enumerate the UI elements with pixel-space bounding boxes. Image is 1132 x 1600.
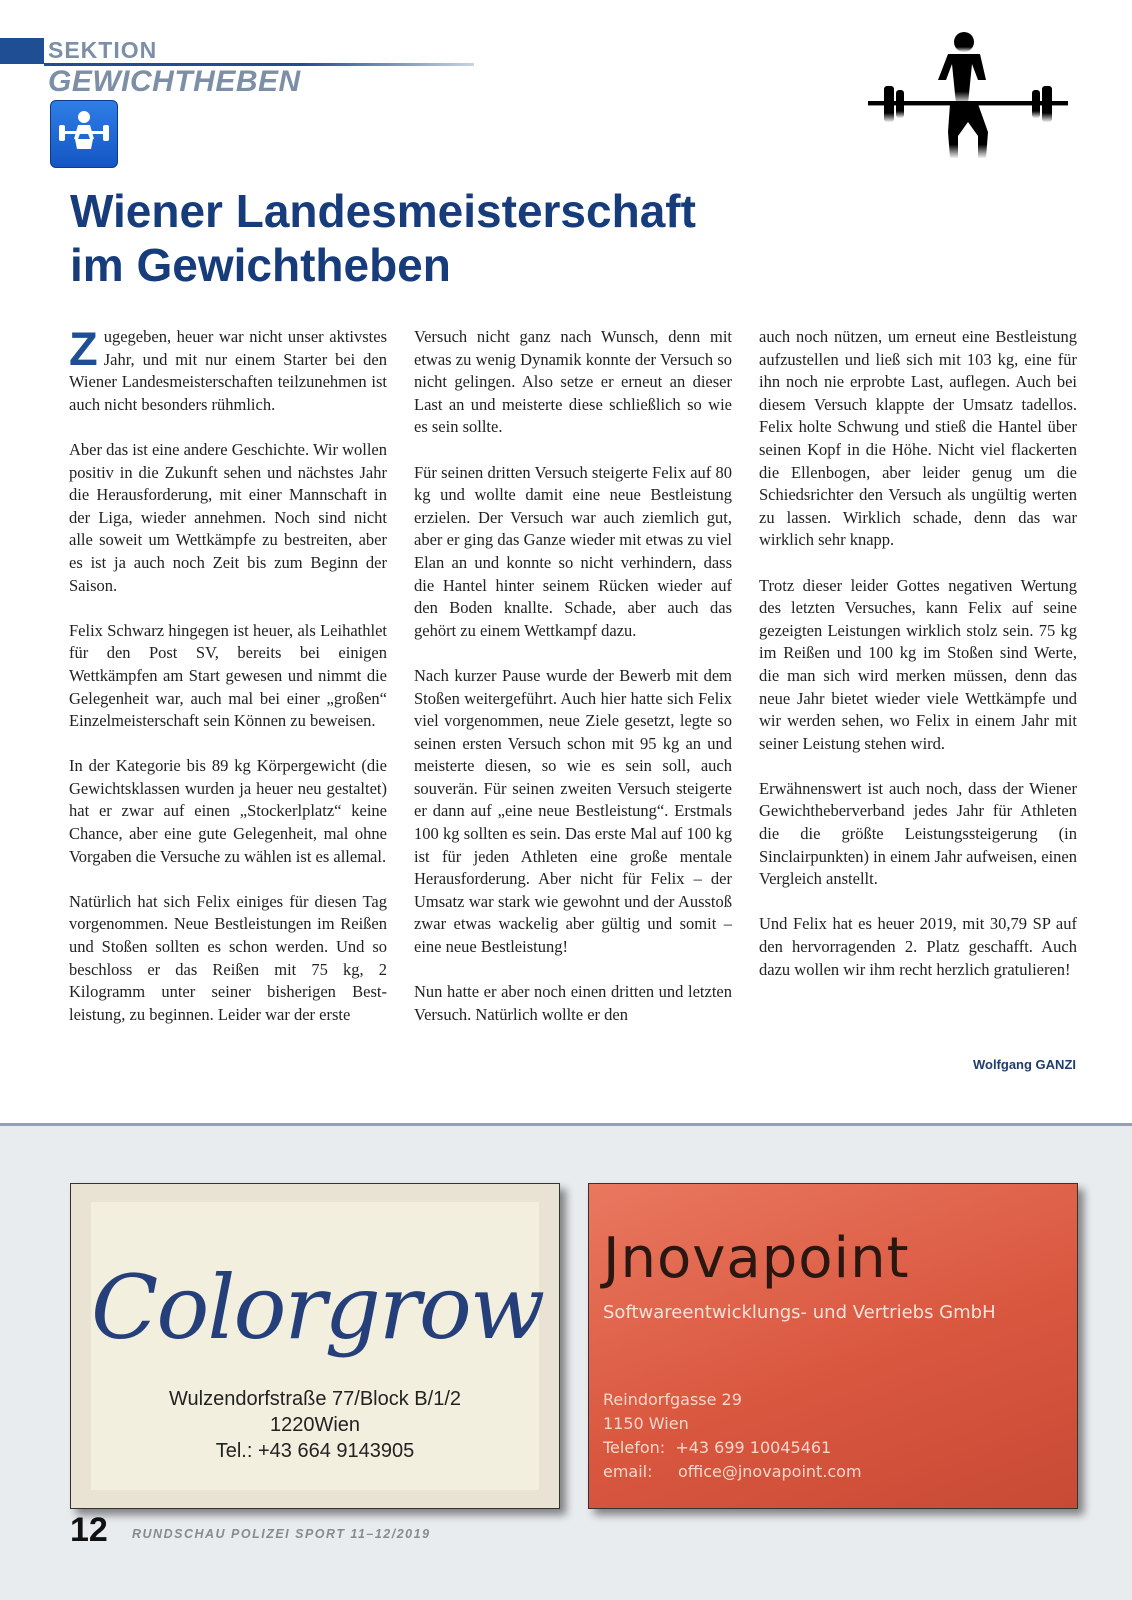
paragraph: Trotz dieser leider Gottes negativen Wertung des letzten Versuches, kann Felix auf seine gezeigten Leistungen wirklich stolz sein. 75 kg im Reißen und 100 kg im Stoßen sind Werte, die man sich wird merken müssen, denn das neue Jahr bietet wieder viele Wettkämpfe und wir werden sehen, wo Felix in einem Jahr mit seiner Leistung stehen wird. [759, 575, 1077, 753]
colorgrow-ad-card [91, 1202, 544, 1490]
colorgrow-phone: Tel.: +43 664 9143905 [215, 1440, 415, 1462]
paragraph: Nach kurzer Pause wurde der Bewerb mit dem Stoßen weitergeführt. Auch hier hatte sich Felix viel vorgenommen, neue Ziele gesetzt, legte so seinen ersten Versuch schon mit 95 kg an und meisterte diesen, so wie es sein soll, auch souverän. Für seinen zweiten Versuch steigerte er dann auf „eine neue Bestleistung“. Erstmals 100 kg sollten es sein. Das erste Mal auf 100 kg ist für jeden Athleten eine große mentale Herausforderung. Aber nicht für Felix – der Umsatz war stark wie gewohnt und der Ausstoß zwar etwas wackelig aber gültig und somit – eine neue Bestleistung! [414, 665, 732, 957]
page-number: 12 [70, 1511, 108, 1549]
article-title [70, 184, 696, 292]
publication-name: RUNDSCHAU POLIZEI SPORT 11–12/2019 [132, 1527, 431, 1541]
article-column-1 [69, 322, 387, 1049]
paragraph: Natürlich hat sich Felix einiges für diesen Tag vorgenommen. Neue Bestleistungen im Reißen und Stoßen sollten es schon werden. Und so beschloss er das Reißen mit 75 kg, 2 Kilogramm unter seiner bisherigen Bestleistung, zu beginnen. Leider war der erste [69, 891, 387, 1024]
title-line-1: Wiener Landesmeisterschaft [70, 185, 696, 237]
section-label: SEKTION [48, 37, 158, 63]
paragraph: Felix Schwarz hingegen ist heuer, als Leihathlet für den Post SV, bereits bei einigen Wettkämpfen am Start gewesen und nimmt die Gelegenheit war, auch mal bei einer „großen“ Einzelmeisterschaft sein Können zu beweisen. [69, 620, 387, 731]
paragraph: Nun hatte er aber noch einen dritten und letzten Versuch. Natürlich wollte er den [414, 982, 732, 1024]
jnovapoint-email: email: office@jnovapoint.com [603, 1462, 862, 1481]
colorgrow-city: 1220Wien [269, 1414, 361, 1436]
paragraph: Und Felix hat es heuer 2019, mit 30,79 SP auf den hervorragenden 2. Platz geschafft. Auch dazu wollen wir ihm recht herzlich gratulieren! [759, 914, 1077, 979]
jnovapoint-ad [588, 1183, 1078, 1509]
paragraph: Aber das ist eine andere Geschichte. Wir wollen positiv in die Zukunft sehen und nächstes Jahr die Herausforderung, mit einer Mannschaft in der Liga, wieder annehmen. Noch sind nicht alle soweit um Wettkämpfe zu bestreiten, aber es ist ja auch noch Zeit bis zum Beginn der Saison. [69, 439, 387, 595]
article-column-3 [759, 326, 1077, 1004]
colorgrow-ad [70, 1183, 560, 1509]
section-color-bar [0, 38, 44, 64]
title-line-2: im Gewichtheben [70, 239, 451, 291]
jnovapoint-subtitle: Softwareentwicklungs- und Vertriebs GmbH [603, 1302, 996, 1323]
article-author: Wolfgang GANZI [972, 1057, 1076, 1072]
colorgrow-logo: Colorgrow [91, 1256, 544, 1359]
jnovapoint-city: 1150 Wien [603, 1414, 689, 1433]
jnovapoint-phone: Telefon: +43 699 10045461 [603, 1438, 832, 1457]
paragraph: auch noch nützen, um erneut eine Bestleistung aufzustellen und ließ sich mit 103 kg, eine für ihn noch nie erprobte Last, auflegen. Auch bei diesem Versuch klappte der Umsatz tadellos. Felix holte Schwung und stieß die Hantel über seinen Kopf in die Höhe. Nicht viel flackerten die Ellenbogen, aber leider genug um die Schiedsrichter den Versuch als ungültig werten zu lassen. Wirklich schade, denn das war wirklich sehr knapp. [759, 327, 1077, 550]
paragraph: Für seinen dritten Versuch steigerte Felix auf 80 kg und wollte damit eine neue Bestleistung erzielen. Der Versuch war auch ziemlich gut, aber er ging das Ganze wieder mit etwas zu viel Elan an und konnte so nicht verhindern, dass die Hantel hinter seinem Rücken wieder auf den Boden knallte. Schade, aber auch das gehört zu einem Wettkampf dazu. [414, 462, 732, 640]
paragraph: Versuch nicht ganz nach Wunsch, denn mit etwas zu wenig Dynamik konnte der Versuch so nicht gelingen. Also setze er erneut an dieser Last an und meisterte diese schließlich so wie es sein sollte. [414, 327, 732, 437]
weightlifting-icon [50, 100, 118, 168]
article-column-2 [414, 326, 732, 1049]
section-name: GEWICHTHEBEN [48, 65, 301, 98]
paragraph: Erwähnenswert ist auch noch, dass der Wiener Gewichtheberverband jedes Jahr für Athleten die die größte Leistungssteigerung (in Sinclairpunkten) in einem Jahr aufweisen, einen Vergleich anstellt. [759, 778, 1077, 889]
paragraph-text: ugegeben, heuer war nicht unser aktivstes Jahr, und mit nur einem Starter bei den Wiener Landesmeisterschaften teilzunehmen ist auch nicht besonders rühmlich. [69, 327, 387, 414]
paragraph: In der Kategorie bis 89 kg Körpergewicht (die Gewichtsklassen wurden ja heuer neu gestaltet) hat er zwar auf einen „Stockerlplatz“ keine Chance, aber eine gute Gelegenheit, mal ohne Vorgaben die Versuche zu wählen ist es allemal. [69, 756, 387, 866]
colorgrow-address: Wulzendorfstraße 77/Block B/1/2 [169, 1388, 461, 1410]
paragraph [69, 322, 387, 416]
jnovapoint-logo: Jnovapoint [603, 1226, 910, 1291]
weightlifter-silhouette-icon [868, 28, 1068, 168]
jnovapoint-street: Reindorfgasse 29 [603, 1390, 742, 1409]
drop-cap: Z [69, 322, 98, 375]
